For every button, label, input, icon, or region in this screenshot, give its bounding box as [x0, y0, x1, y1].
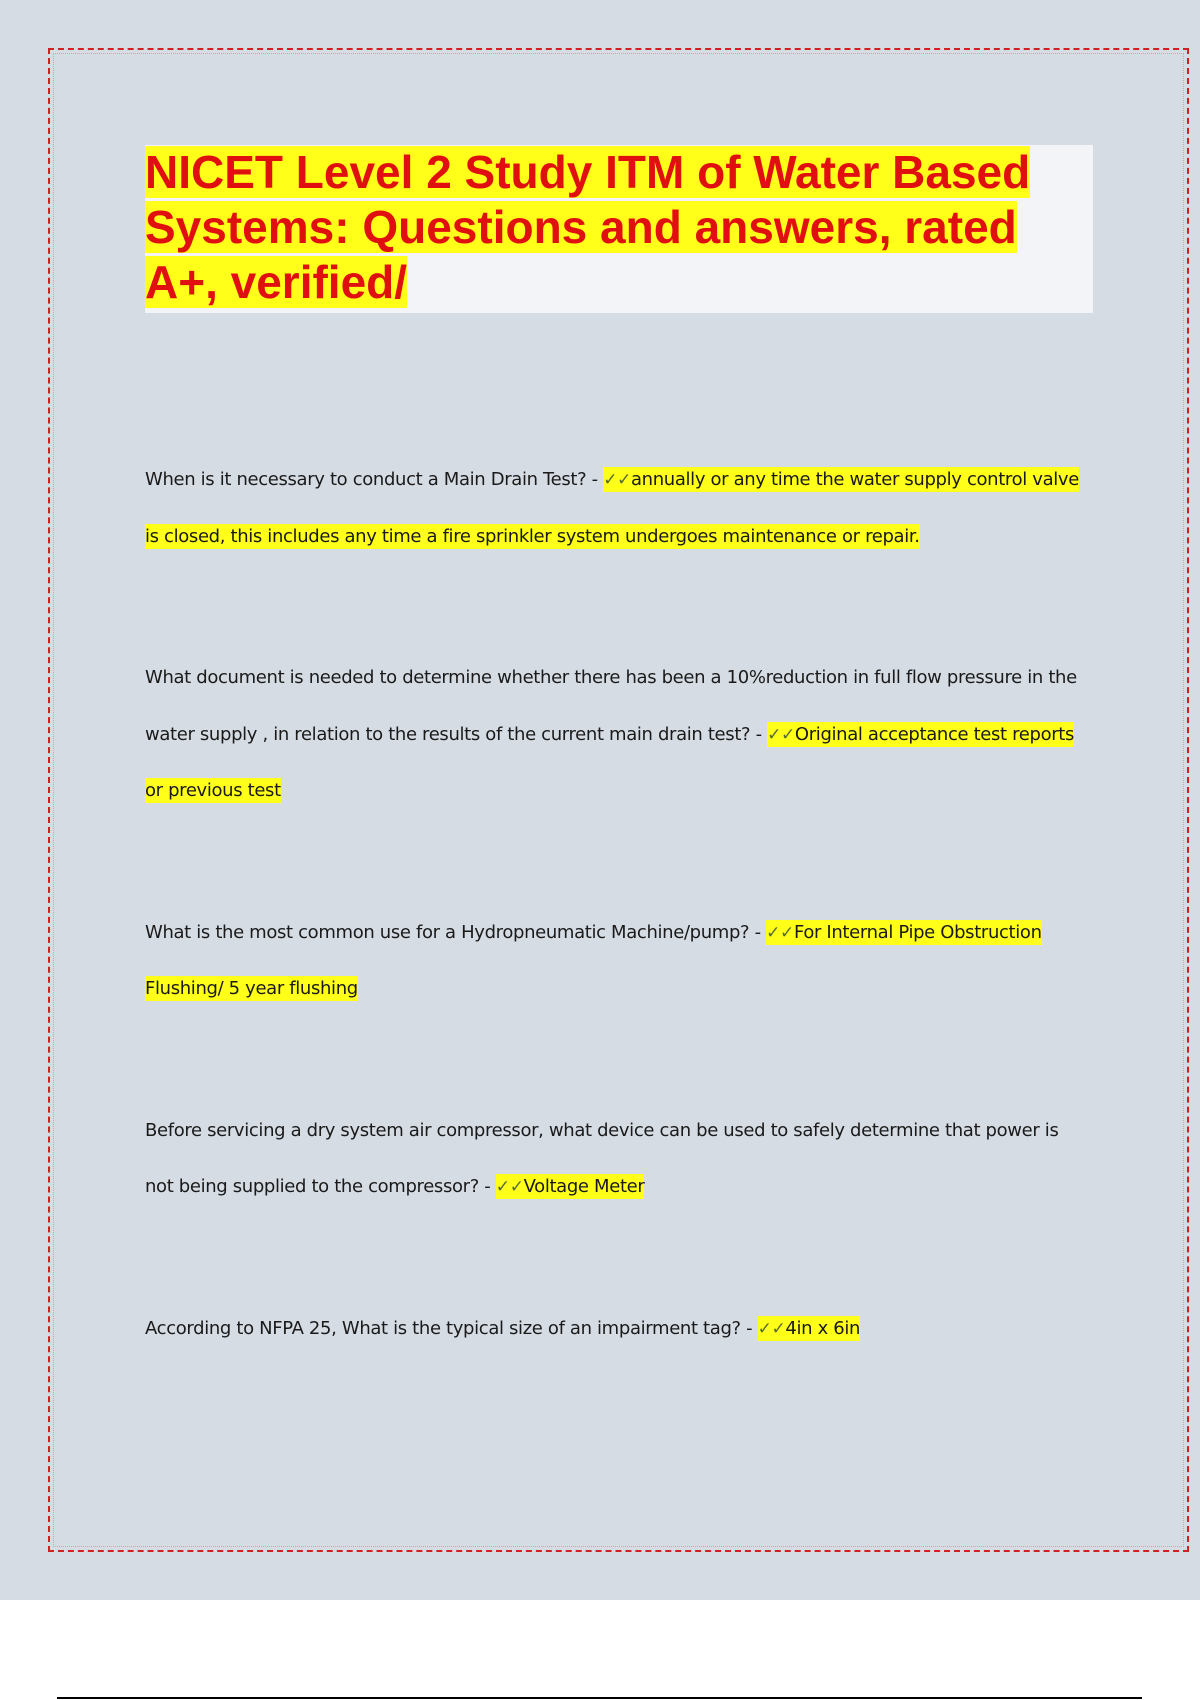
question-text: What document is needed to determine whether there has been a 10%reduction in full flow pressure in the water supply , in relation to the results of the current main drain test? - [145, 667, 1077, 745]
double-check-icon: ✓✓ [603, 470, 631, 490]
question-text: According to NFPA 25, What is the typical size of an impairment tag? - [145, 1317, 758, 1339]
answer-highlight [496, 1174, 645, 1199]
question-text: When is it necessary to conduct a Main Drain Test? - [145, 469, 604, 490]
double-check-icon: ✓✓ [767, 724, 795, 745]
qa-item [145, 905, 1090, 1018]
question-text: Before servicing a dry system air compressor, what device can be used to safely determine that power is not being supplied to the compressor? - [145, 1119, 1059, 1197]
answer-text: Original acceptance test reports or previous test [145, 723, 1075, 801]
document-title [145, 145, 1093, 310]
qa-item [145, 1301, 1090, 1358]
qa-item [145, 650, 1090, 820]
answer-text: 4in x 6in [785, 1317, 861, 1339]
qa-item [145, 1103, 1090, 1216]
double-check-icon: ✓✓ [757, 1318, 786, 1339]
footer-divider [57, 1697, 1142, 1699]
title-highlight: NICET Level 2 Study ITM of Water Based Systems: Questions and answers, rated A+, verified/ [145, 146, 1031, 308]
question-text: What is the most common use for a Hydropneumatic Machine/pump? - [145, 921, 767, 943]
qa-list [145, 452, 1090, 1357]
answer-highlight [758, 1316, 860, 1341]
title-block [145, 145, 1093, 313]
qa-item [145, 452, 1090, 565]
answer-text: Voltage Meter [523, 1176, 645, 1197]
double-check-icon: ✓✓ [495, 1177, 524, 1197]
answer-text: For Internal Pipe Obstruction Flushing/ 5 year flushing [145, 921, 1042, 999]
double-check-icon: ✓✓ [766, 922, 794, 943]
answer-text: annually or any time the water supply control valve is closed, this includes any time a fire sprinkler system undergoes maintenance or repair. [145, 469, 1079, 547]
